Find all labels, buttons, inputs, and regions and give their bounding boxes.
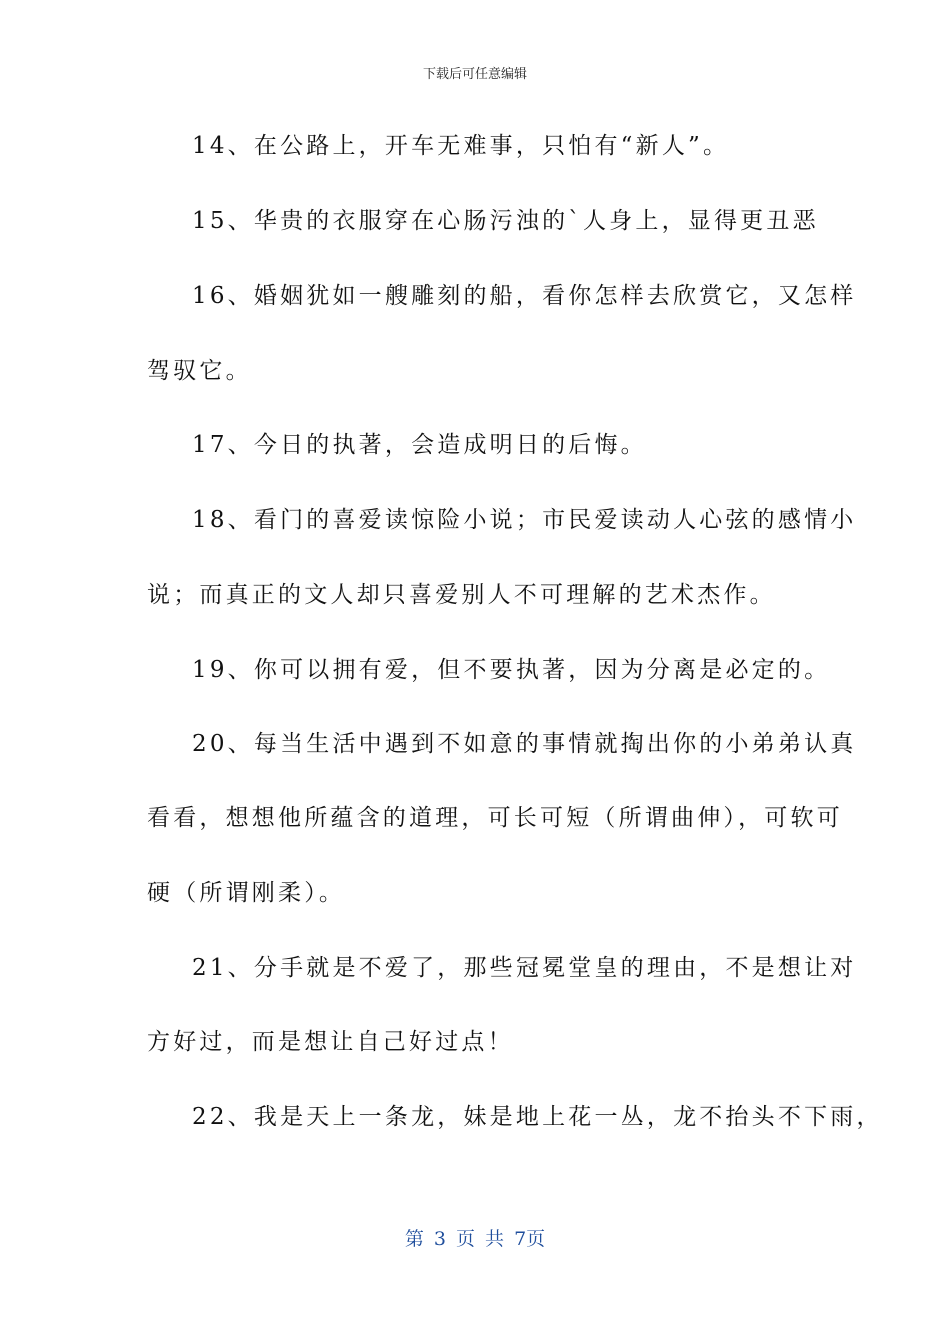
text-line: 说；而真正的文人却只喜爱别人不可理解的艺术杰作。: [147, 582, 776, 608]
text-line: 看看，想想他所蕴含的道理，可长可短（所谓曲伸），可软可: [147, 805, 843, 831]
page-header-note: 下载后可任意编辑: [422, 67, 527, 82]
text-line: 方好过，而是想让自己好过点！: [147, 1029, 514, 1055]
text-line: 20、每当生活中遇到不如意的事情就掏出你的小弟弟认真: [192, 731, 857, 757]
text-line: 15、华贵的衣服穿在心肠污浊的`人身上，显得更丑恶: [192, 208, 819, 234]
text-line: 14、在公路上，开车无难事，只怕有“新人”。: [192, 133, 730, 159]
text-line: 19、你可以拥有爱，但不要执著，因为分离是必定的。: [192, 657, 831, 683]
text-line: 17、今日的执著，会造成明日的后悔。: [192, 432, 647, 458]
text-line: 16、婚姻犹如一艘雕刻的船，看你怎样去欣赏它，又怎样: [192, 283, 857, 309]
text-line: 驾驭它。: [147, 358, 252, 384]
text-line: 硬（所谓刚柔）。: [147, 880, 346, 906]
text-line: 18、看门的喜爱读惊险小说；市民爱读动人心弦的感情小: [192, 507, 857, 533]
text-line: 21、分手就是不爱了，那些冠冕堂皇的理由，不是想让对: [192, 955, 857, 981]
page-number-footer: 第 3 页 共 7页: [404, 1228, 546, 1250]
text-line: 22、我是天上一条龙，妹是地上花一丛，龙不抬头不下雨，: [192, 1104, 883, 1130]
